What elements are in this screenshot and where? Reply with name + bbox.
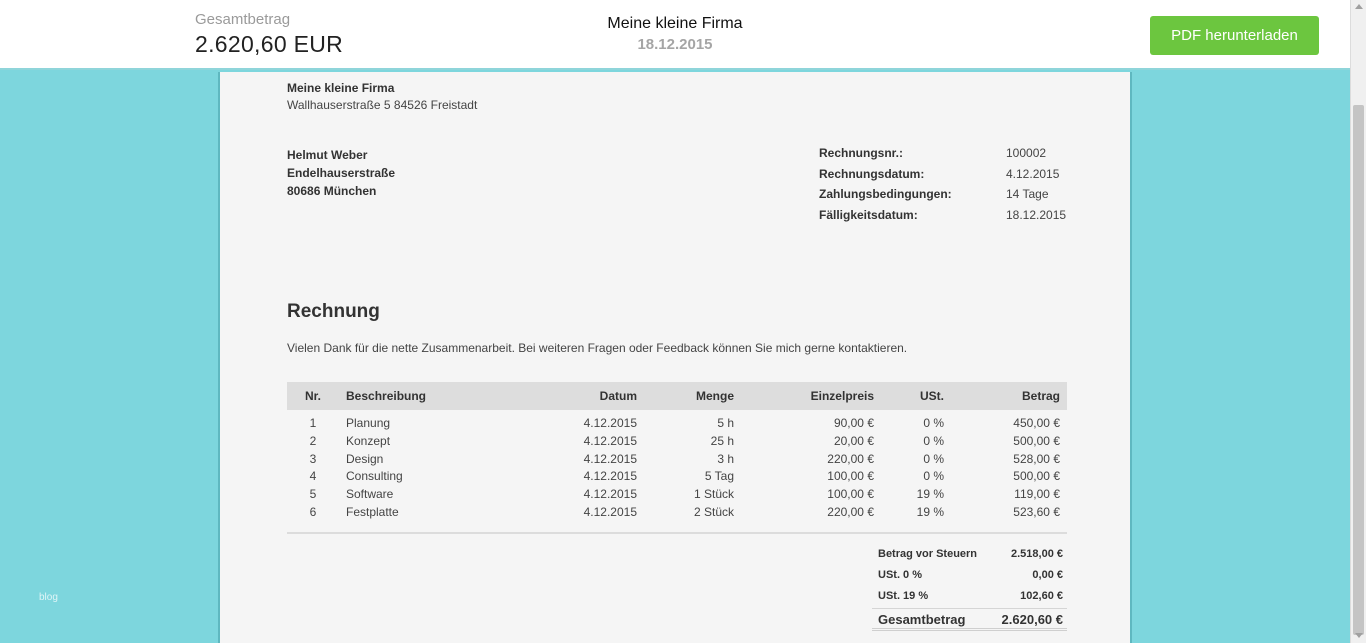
col-unit-price: Einzelpreis <box>810 389 874 403</box>
totals-row <box>872 564 1067 585</box>
cell-description: Design <box>346 451 384 466</box>
col-quantity: Menge <box>695 389 734 403</box>
tax0-value: 0,00 € <box>1032 569 1063 581</box>
cell-tax: 0 % <box>923 469 944 484</box>
meta-row <box>819 167 1079 188</box>
grand-total-value: 2.620,60 € <box>1001 612 1063 627</box>
invoice-meta <box>819 146 1079 228</box>
meta-value: 4.12.2015 <box>1006 166 1060 181</box>
table-row <box>287 504 1067 522</box>
recipient-name: Helmut Weber <box>287 148 368 162</box>
total-amount: 2.620,60 EUR <box>195 31 344 57</box>
meta-label: Fälligkeitsdatum: <box>819 207 918 222</box>
blog-watermark: blog <box>39 592 58 603</box>
meta-label: Rechnungsnr.: <box>819 146 904 160</box>
cell-amount: 119,00 € <box>1014 487 1060 502</box>
cell-quantity: 2 Stück <box>693 504 734 519</box>
cell-description: Software <box>346 487 394 502</box>
cell-nr: 5 <box>309 487 317 502</box>
cell-nr: 1 <box>309 416 317 430</box>
tax19-value: 102,60 € <box>1020 590 1063 602</box>
meta-row <box>819 146 1079 167</box>
cell-unit-price: 220,00 € <box>827 451 874 466</box>
totals-row <box>872 543 1067 564</box>
col-amount: Betrag <box>1021 389 1060 403</box>
invoice-document <box>218 72 1132 643</box>
sender-name: Meine kleine Firma <box>287 81 395 95</box>
cell-amount: 500,00 € <box>1013 433 1060 448</box>
invoice-due-date: 18.12.2015 <box>637 36 713 53</box>
scrollbar-thumb[interactable] <box>1353 105 1364 635</box>
tax19-label: USt. 19 % <box>878 590 929 602</box>
cell-nr: 6 <box>309 504 317 519</box>
grand-total-label: Gesamtbetrag <box>878 612 966 627</box>
cell-description: Planung <box>346 416 391 430</box>
pdf-download-button[interactable]: PDF herunterladen <box>1150 16 1319 55</box>
meta-value: 14 Tage <box>1006 187 1049 201</box>
cell-unit-price: 100,00 € <box>827 487 874 502</box>
company-name: Meine kleine Firma <box>607 15 743 32</box>
table-row <box>287 468 1067 486</box>
cell-description: Konzept <box>346 433 391 448</box>
col-tax: USt. <box>920 389 944 403</box>
col-nr: Nr. <box>304 389 321 403</box>
table-header-row <box>287 382 1067 410</box>
cell-nr: 3 <box>309 451 317 466</box>
cell-unit-price: 100,00 € <box>827 469 874 484</box>
recipient-block <box>287 146 395 200</box>
meta-value: 100002 <box>1006 146 1047 160</box>
invoice-heading: Rechnung <box>287 301 380 322</box>
col-date: Datum <box>599 389 637 403</box>
table-row <box>287 410 1067 433</box>
net-value: 2.518,00 € <box>1011 548 1063 560</box>
cell-quantity: 5 h <box>717 416 734 430</box>
total-label: Gesamtbetrag <box>195 11 291 28</box>
scroll-up-arrow-icon[interactable] <box>1355 4 1363 9</box>
cell-amount: 500,00 € <box>1013 469 1060 484</box>
meta-label: Rechnungsdatum: <box>819 166 925 181</box>
cell-tax: 0 % <box>923 416 944 430</box>
cell-unit-price: 220,00 € <box>827 504 874 519</box>
cell-date: 4.12.2015 <box>583 487 637 502</box>
top-bar <box>0 0 1350 70</box>
grand-total-row <box>872 608 1067 631</box>
cell-quantity: 1 Stück <box>693 487 734 502</box>
cell-amount: 528,00 € <box>1013 451 1060 466</box>
cell-quantity: 5 Tag <box>704 469 734 484</box>
col-description: Beschreibung <box>346 389 427 403</box>
cell-tax: 0 % <box>923 433 944 448</box>
totals-block <box>872 543 1067 631</box>
tax0-label: USt. 0 % <box>878 569 923 581</box>
invoice-intro: Vielen Dank für die nette Zusammenarbeit. Bei weiteren Fragen oder Feedback können Sie mich gerne kontaktieren. <box>287 341 908 355</box>
cell-nr: 2 <box>309 433 317 448</box>
cell-date: 4.12.2015 <box>583 433 637 448</box>
cell-tax: 19 % <box>916 504 944 519</box>
scroll-down-arrow-icon[interactable] <box>1355 633 1363 638</box>
cell-date: 4.12.2015 <box>583 451 637 466</box>
cell-date: 4.12.2015 <box>583 504 637 519</box>
cell-description: Consulting <box>346 469 403 484</box>
cell-nr: 4 <box>309 469 317 484</box>
meta-row <box>819 187 1079 208</box>
meta-row <box>819 208 1079 229</box>
recipient-street: Endelhauserstraße <box>287 166 396 180</box>
table-row <box>287 451 1067 469</box>
vertical-scrollbar[interactable] <box>1350 0 1366 643</box>
cell-unit-price: 90,00 € <box>833 416 874 430</box>
table-row <box>287 433 1067 451</box>
cell-quantity: 3 h <box>717 451 734 466</box>
cell-amount: 523,60 € <box>1013 504 1060 519</box>
meta-value: 18.12.2015 <box>1006 207 1067 222</box>
cell-unit-price: 20,00 € <box>833 433 874 448</box>
cell-quantity: 25 h <box>710 433 734 448</box>
net-label: Betrag vor Steuern <box>878 548 978 560</box>
sender-address: Wallhauserstraße 5 84526 Freistadt <box>287 98 478 112</box>
line-items-table <box>287 382 1067 522</box>
cell-date: 4.12.2015 <box>583 416 637 430</box>
totals-row <box>872 585 1067 606</box>
table-row <box>287 486 1067 504</box>
cell-date: 4.12.2015 <box>583 469 637 484</box>
meta-label: Zahlungsbedingungen: <box>819 187 952 201</box>
table-divider <box>287 532 1067 534</box>
recipient-city: 80686 München <box>287 184 377 198</box>
cell-tax: 19 % <box>916 487 944 502</box>
cell-tax: 0 % <box>923 451 944 466</box>
cell-amount: 450,00 € <box>1013 416 1060 430</box>
cell-description: Festplatte <box>346 504 399 519</box>
